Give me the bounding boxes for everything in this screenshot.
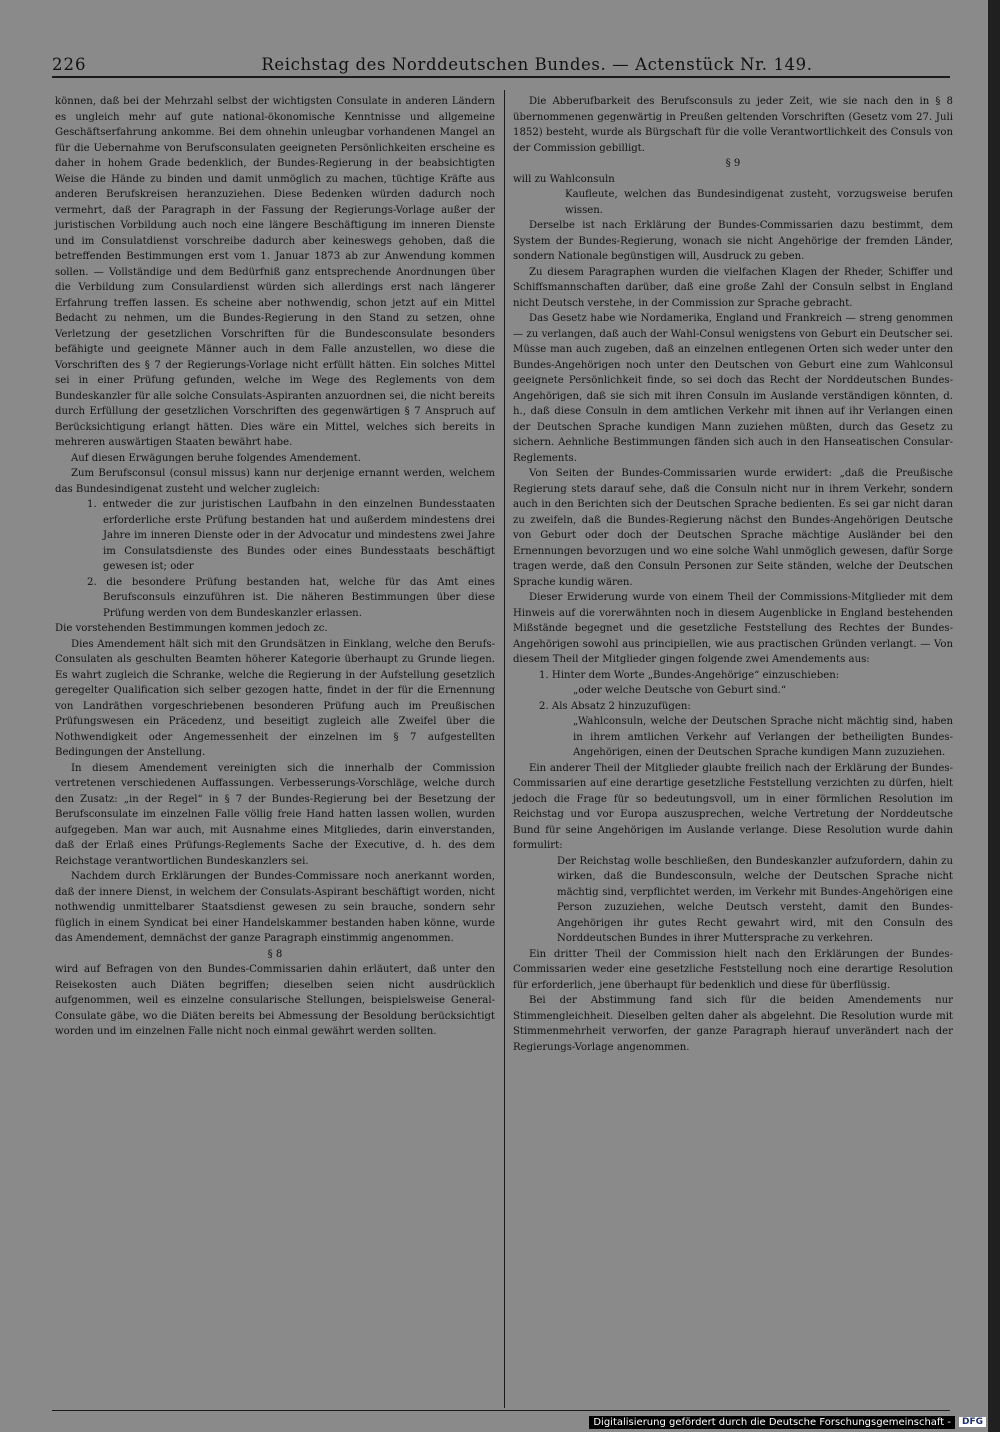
page-header — [52, 44, 952, 74]
page-number: 226 — [52, 55, 87, 74]
list-item: 1. entweder die zur juristischen Laufbahn in den einzelnen Bundesstaaten erforderliche erste Prüfung bestanden hat und außerdem mindestens drei Jahre im inneren Dienste oder in der Advocatur und mindestens zwei Jahre im Consulatsdienste des Bundes oder eines Bundesstaats beschäftigt gewesen ist; oder — [87, 499, 495, 572]
quoted-provision: Kaufleute, welchen das Bundesindigenat zusteht, vorzugsweise berufen wissen. — [565, 189, 953, 216]
amendment-item: 2. Als Absatz 2 hinzuzufügen: — [539, 700, 691, 712]
left-column — [55, 94, 495, 1040]
paragraph: will zu Wahlconsuln — [513, 173, 615, 185]
paragraph: Ein dritter Theil der Commission hielt nach den Erklärungen der Bundes-Commissarien weder eine gesetzliche Feststellung noch eine derartige Resolution für erforderlich, jene überhaupt für bedenklich und diese für überflüssig. — [513, 948, 953, 991]
paragraph: Die vorstehenden Bestimmungen kommen jedoch zc. — [55, 623, 328, 634]
scan-edge — [988, 0, 1000, 1432]
paragraph: können, daß bei der Mehrzahl selbst der wichtigsten Consulate in anderen Ländern es ungleich mehr auf gute national-ökonomische Kenntnisse und allgemeine Geschäftserfahrung ankomme. Bei dem ohnehin unleugbar vorhandenen Mangel an für die Uebernahme von Berufsconsulaten geeigneten Persönlichkeiten erscheine es daher in hohem Grade bedenklich, der Bundes-Regierung in der beabsichtigten Weise die Hände zu binden und damit unmöglich zu machen, tüchtige Kräfte aus anderen Berufskreisen heranzuziehen. Diese Bedenken würden dadurch noch vermehrt, daß der Paragraph in der Fassung der Regierungs-Vorlage außer der juristischen Vorbildung auch noch eine längere Beschäftigung im inneren Dienste und im Consulatdienst vorschreibe dadurch aber keineswegs gehoben, daß die betreffenden Bestimmungen erst vom 1. Januar 1873 ab zur Anwendung kommen sollen. — Vollständige und dem Bedürfniß ganz entsprechende Anordnungen über die Verbildung zum Consulardienst würden sich allerdings erst nach längerer Erfahrung treffen lassen. Es scheine aber nothwendig, schon jetzt auf ein Mittel Bedacht zu nehmen, um die Bundes-Regierung in den Stand zu setzen, ohne Verletzung der gesetzlichen Vorschriften für die Bundesconsulate besonders befähigte und geeignete Männer auch in dem Falle anzustellen, wo diese die Vorschriften des § 7 der Regierungs-Vorlage nicht erfüllt hätten. Ein solches Mittel sei in einer Prüfung gefunden, welche im Wege des Reglements von dem Bundeskanzler für alle solche Consulats-Aspiranten anzuordnen sei, die nicht bereits durch Erfüllung der gesetzlichen Vorschriften des gegenwärtigen § 7 Anspruch auf Berücksichtigung erlangt hätten. Dies wäre ein Mittel, welches sich bereits in mehreren auswärtigen Staaten bewährt habe. — [55, 96, 495, 448]
paragraph: Dieser Erwiderung wurde von einem Theil der Commissions-Mitglieder mit dem Hinweis auf die vorerwähnten noch in diesem Augenblicke in England bestehenden Mißstände begegnet und die gesetzliche Feststellung des Rechtes der Bundes-Angehörigen sowohl aus principiellen, wie aus practischen Gründen verlangt. — Von diesem Theil der Mitglieder gingen folgende zwei Amendements aus: — [513, 592, 953, 665]
right-column — [513, 94, 953, 1055]
header-rule — [52, 76, 950, 78]
section-heading: § 8 — [267, 948, 283, 960]
paragraph: In diesem Amendement vereinigten sich die innerhalb der Commission vertretenen verschiedenen Auffassungen. Verbesserungs-Vorschläge, welche durch den Zusatz: „in der Regel“ in § 7 der Bundes-Regierung bei der Besetzung der Berufsconsulate im einzelnen Falle völlig freie Hand hatten lassen wollen, wurden aufgegeben. Man war auch, mit Ausnahme eines Mitgliedes, darin einverstanden, daß der Erlaß eines Prüfungs-Reglements Sache der Executive, d. h. des dem Reichstage verantwortlichen Bundeskanzlers sei. — [55, 762, 495, 867]
paragraph: Zu diesem Paragraphen wurden die vielfachen Klagen der Rheder, Schiffer und Schiffsmannschaften darüber, daß eine große Zahl der Consuln selbst in England nicht Deutsch verstehe, in der Commission zur Sprache gebracht. — [513, 266, 953, 309]
paragraph: Ein anderer Theil der Mitglieder glaubte freilich nach der Erklärung der Bundes-Commissarien auf eine derartige gesetzliche Feststellung verzichten zu dürfen, hielt jedoch die Frage für so bedeutungsvoll, um in einer förmlichen Resolution im Reichstag und vor Europa auszusprechen, welche Vertretung der Norddeutsche Bund für seine Angehörigen im Auslande verlange. Diese Resolution wurde dahin formulirt: — [513, 762, 953, 851]
section-heading: § 9 — [725, 158, 741, 169]
amendment-quote: „Wahlconsuln, welche der Deutschen Sprache nicht mächtig sind, haben in ihrem amtlichen Verkehr auf Verlangen der betheiligten Bundes-Angehörigen, einen der Deutschen Sprache kundigen Mann zuzuziehen. — [573, 716, 953, 758]
paragraph: Derselbe ist nach Erklärung der Bundes-Commissarien dazu bestimmt, dem System der Bundes-Regierung, wonach sie nicht Angehörige der fremden Länder, sondern Nationale begünstigen will, Ausdruck zu geben. — [513, 220, 953, 262]
footer-rule — [52, 1410, 950, 1411]
resolution-text: Der Reichstag wolle beschließen, den Bundeskanzler aufzufordern, dahin zu wirken, daß die Bundesconsuln, welche der Deutschen Sprache nicht mächtig sind, verpflichtet werden, im Verkehr mit Bundes-Angehörigen eine Person zuzuziehen, welche Deutsch versteht, damit den Bundes-Angehörigen ihr gutes Recht gewahrt wird, mit den Consuln des Norddeutschen Bundes in ihrer Muttersprache zu verkehren. — [557, 855, 953, 944]
paragraph: Nachdem durch Erklärungen der Bundes-Commissare noch anerkannt worden, daß der innere Dienst, in welchem der Consulats-Aspirant beschäftigt worden, nicht nothwendig unmittelbarer Staatsdienst gewesen zu sein brauche, sondern sehr füglich in einem Syndicat bei einer Handelskammer bestanden haben könne, wurde das Amendement, demnächst der ganze Paragraph einstimmig angenommen. — [55, 871, 495, 944]
dfg-logo: DFG — [959, 1417, 986, 1427]
paragraph: Bei der Abstimmung fand sich für die beiden Amendements nur Stimmengleichheit. Dieselben gelten daher als abgelehnt. Die Resolution wurde mit Stimmenmehrheit verworfen, der ganze Paragraph hierauf unverändert nach der Regierungs-Vorlage angenommen. — [513, 995, 953, 1053]
paragraph: Auf diesen Erwägungen beruhe folgendes Amendement. — [71, 452, 361, 464]
list-item: 2. die besondere Prüfung bestanden hat, welche für das Amt eines Berufsconsuls einzuführen ist. Die näheren Bestimmungen über diese Prüfung werden von dem Bundeskanzler erlassen. — [87, 576, 495, 619]
paragraph: Von Seiten der Bundes-Commissarien wurde erwidert: „daß die Preußische Regierung stets darauf sehe, daß die Consuln nicht nur in ihrem Verkehr, sondern auch in den Berichten sich der Deutschen Sprache bedienten. Es sei gar nicht daran zu zweifeln, daß die Bundes-Regierung nächst den Bundes-Angehörigen Deutsche von Geburt oder doch der Deutschen Sprache mächtige Ausländer bei den Ernennungen bevorzugen und wo eine solche Wahl unmöglich gewesen, dafür Sorge tragen werde, daß den Consuln Personen zur Seite ständen, welche der Deutschen Sprache kundig wären. — [513, 468, 953, 588]
column-divider — [504, 90, 505, 1408]
amendment-intro: Zum Berufsconsul (consul missus) kann nur derjenige ernannt werden, welchem das Bundesindigenat zusteht und welcher zugleich: — [55, 468, 495, 495]
paragraph: Das Gesetz habe wie Nordamerika, England und Frankreich — streng genommen — zu verlangen, daß auch der Wahl-Consul wenigstens von Geburt ein Deutscher sei. Müsse man auch zugeben, daß an einzelnen entlegenen Orten sich weder unter den Bundes-Angehörigen noch unter den Deutschen von Geburt eine zum Wahlconsul geeignete Persönlichkeit finde, so sei doch das Recht der Norddeutschen Bundes-Angehörigen, daß sie sich mit ihren Consuln im Auslande verständigen könnten, d. h., daß diese Consuln in dem amtlichen Verkehr mit ihnen auf ihr Verlangen einen der Deutschen Sprache kundigen Mann zuziehen müßten, durch das Gesetz zu sichern. Aehnliche Bestimmungen fänden sich auch in den Hanseatischen Consular-Reglements. — [513, 313, 953, 464]
funding-credit: Digitalisierung gefördert durch die Deutsche Forschungsgemeinschaft - — [589, 1416, 955, 1429]
running-title: Reichstag des Norddeutschen Bundes. — Actenstück Nr. 149. — [261, 55, 813, 74]
digitization-footer — [589, 1414, 986, 1430]
amendment-item: 1. Hinter dem Worte „Bundes-Angehörige“ einzuschieben: — [539, 669, 840, 681]
paragraph: Die Abberufbarkeit des Berufsconsuls zu jeder Zeit, wie sie nach den in § 8 übernommenen gegenwärtig in Preußen geltenden Vorschriften (Gesetz vom 27. Juli 1852) besteht, wurde als Bürgschaft für die volle Verantwortlichkeit des Consuls von der Commission gebilligt. — [513, 96, 953, 154]
paragraph: Dies Amendement hält sich mit den Grundsätzen in Einklang, welche den Berufs-Consulaten als geschulten Beamten höherer Kategorie überhaupt zu Grunde liegen. Es wahrt zugleich die Schranke, welche die Regierung in der Aufstellung gesetzlich geregelter Qualification sich selber gezogen hatte, findet in der für die Ernennung von Landräthen vorgeschriebenen besonderen Prüfung auch im Preußischen Prüfungswesen ein Präcedenz, und beseitigt zugleich alle Zweifel über die Nothwendigkeit oder Angemessenheit der einzelnen im § 7 aufgestellten Bedingungen der Anstellung. — [55, 638, 495, 758]
paragraph: wird auf Befragen von den Bundes-Commissarien dahin erläutert, daß unter den Reisekosten auch Diäten begriffen; dieselben seien nicht ausdrücklich aufgenommen, weil es einzelne consularische Stellungen, beispielsweise General-Consulate gäbe, wo die Diäten bereits bei Abmessung der Besoldung berücksichtigt worden und im einzelnen Falle nicht noch einmal gewährt werden sollten. — [55, 964, 495, 1037]
amendment-quote: „oder welche Deutsche von Geburt sind.“ — [573, 685, 787, 696]
